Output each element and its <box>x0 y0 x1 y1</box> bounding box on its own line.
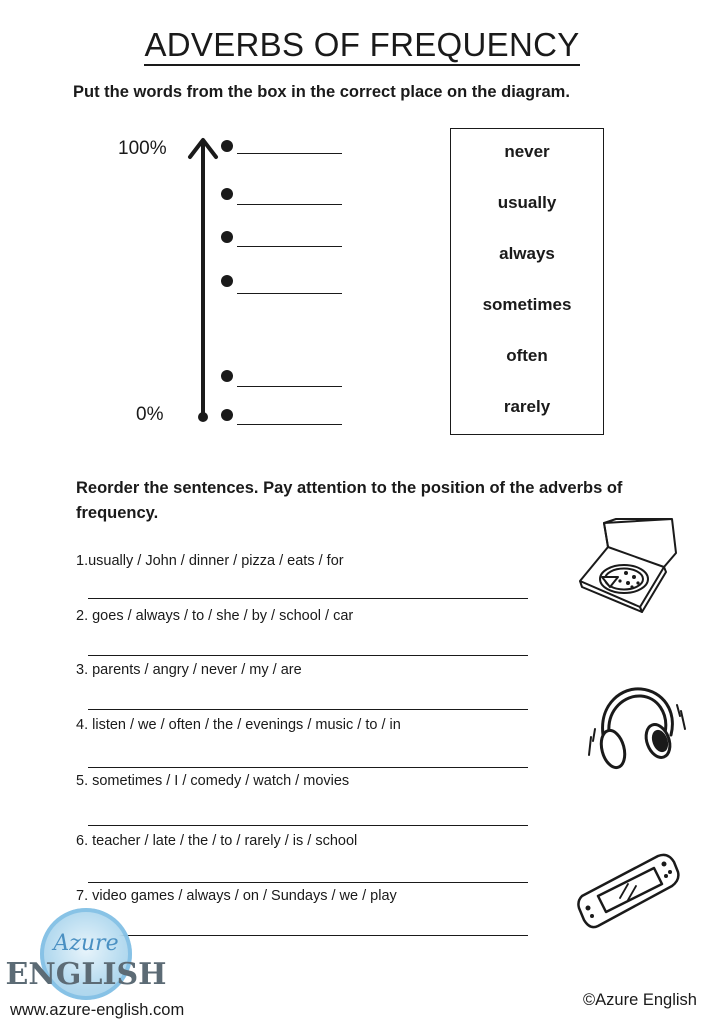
percent-100-label: 100% <box>118 138 167 159</box>
diagram-blank[interactable] <box>237 424 342 425</box>
diagram-dot <box>221 231 233 243</box>
sentence-4: 4. listen / we / often / the / evenings / music / to / in <box>76 717 401 733</box>
answer-line-4[interactable] <box>88 767 528 768</box>
diagram-blank[interactable] <box>237 246 342 247</box>
diagram-blank[interactable] <box>237 386 342 387</box>
word-box-item: usually <box>497 193 557 212</box>
game-console-icon <box>576 846 682 930</box>
instruction-diagram: Put the words from the box in the correct place on the diagram. <box>73 83 570 101</box>
word-box-item: never <box>504 142 550 161</box>
answer-line-3[interactable] <box>88 709 528 710</box>
answer-line-1[interactable] <box>88 598 528 599</box>
diagram-blank[interactable] <box>237 293 342 294</box>
answer-line-5[interactable] <box>88 825 528 826</box>
word-box-item: rarely <box>503 397 551 416</box>
sentence-6: 6. teacher / late / the / to / rarely / is / school <box>76 833 358 849</box>
diagram-dot <box>221 409 233 421</box>
sentence-1: 1.usually / John / dinner / pizza / eats / for <box>76 553 344 569</box>
pizza-box-icon <box>568 515 684 611</box>
answer-line-2[interactable] <box>88 655 528 656</box>
diagram-blank[interactable] <box>237 204 342 205</box>
sentence-2: 2. goes / always / to / she / by / school / car <box>76 608 354 624</box>
frequency-arrow-icon <box>185 132 225 424</box>
sentence-7: 7. video games / always / on / Sundays / we / play <box>76 888 397 904</box>
azure-english-logo-icon <box>5 906 167 1006</box>
answer-line-7[interactable] <box>88 935 528 936</box>
word-box-item: often <box>506 346 548 365</box>
diagram-blank[interactable] <box>237 153 342 154</box>
diagram-dot <box>221 140 233 152</box>
diagram-dot <box>221 370 233 382</box>
diagram-dot <box>221 188 233 200</box>
word-box <box>450 128 604 435</box>
copyright: ©Azure English <box>583 991 697 1009</box>
logo-script-text: Azure <box>53 931 119 956</box>
sentence-5: 5. sometimes / I / comedy / watch / movies <box>76 773 350 789</box>
sentence-3: 3. parents / angry / never / my / are <box>76 662 302 678</box>
answer-line-6[interactable] <box>88 882 528 883</box>
headphones-icon <box>585 683 689 775</box>
instruction-reorder: Reorder the sentences. Pay attention to the position of the adverbs of frequency. <box>76 479 623 522</box>
word-box-item: always <box>499 244 555 263</box>
page-title: ADVERBS OF FREQUENCY <box>0 26 724 64</box>
website-url[interactable]: www.azure-english.com <box>10 1001 185 1019</box>
percent-0-label: 0% <box>136 404 164 425</box>
logo-main-text: ENGLISH <box>5 957 167 992</box>
diagram-dot <box>221 275 233 287</box>
word-box-item: sometimes <box>482 295 572 314</box>
